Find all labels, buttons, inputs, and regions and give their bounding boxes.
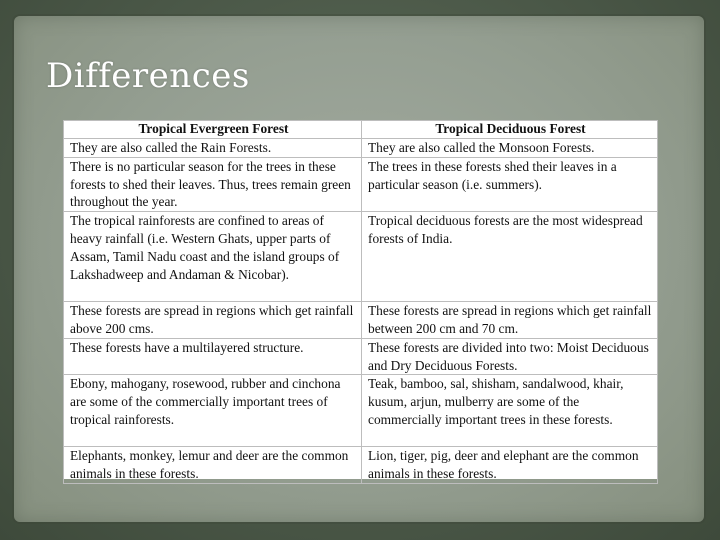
cell-deciduous: These forests are divided into two: Moist Deciduous and Dry Deciduous Forests. <box>362 338 658 375</box>
slide-title: Differences <box>46 56 250 96</box>
table-row <box>64 375 658 447</box>
cell-deciduous: Teak, bamboo, sal, shisham, sandalwood, khair, kusum, arjun, mulberry are some of the commercially important trees in these forests. <box>362 375 658 447</box>
cell-evergreen: Ebony, mahogany, rosewood, rubber and cinchona are some of the commercially important trees of tropical rainforests. <box>64 375 362 447</box>
comparison-table <box>63 120 658 484</box>
cell-evergreen: The tropical rainforests are confined to areas of heavy rainfall (i.e. Western Ghats, upper parts of Assam, Tamil Nadu coast and the island groups of Lakshadweep and Andaman & Nicobar). <box>64 212 362 302</box>
header-evergreen: Tropical Evergreen Forest <box>64 121 362 139</box>
cell-evergreen: These forests are spread in regions which get rainfall above 200 cms. <box>64 302 362 339</box>
table-row <box>64 139 658 158</box>
cell-deciduous: The trees in these forests shed their leaves in a particular season (i.e. summers). <box>362 157 658 211</box>
table-row <box>64 302 658 339</box>
table-header-row <box>64 121 658 139</box>
cell-deciduous: They are also called the Monsoon Forests. <box>362 139 658 158</box>
cell-deciduous: Tropical deciduous forests are the most widespread forests of India. <box>362 212 658 302</box>
cell-deciduous: Lion, tiger, pig, deer and elephant are the common animals in these forests. <box>362 447 658 484</box>
header-deciduous: Tropical Deciduous Forest <box>362 121 658 139</box>
cell-evergreen: These forests have a multilayered structure. <box>64 338 362 375</box>
table-row <box>64 447 658 484</box>
cell-evergreen: They are also called the Rain Forests. <box>64 139 362 158</box>
table-row <box>64 338 658 375</box>
cell-deciduous: These forests are spread in regions which get rainfall between 200 cm and 70 cm. <box>362 302 658 339</box>
table-row <box>64 157 658 211</box>
cell-evergreen: There is no particular season for the trees in these forests to shed their leaves. Thus, trees remain green throughout the year. <box>64 157 362 211</box>
comparison-table-container <box>63 120 657 482</box>
table-row <box>64 212 658 302</box>
cell-evergreen: Elephants, monkey, lemur and deer are the common animals in these forests. <box>64 447 362 484</box>
